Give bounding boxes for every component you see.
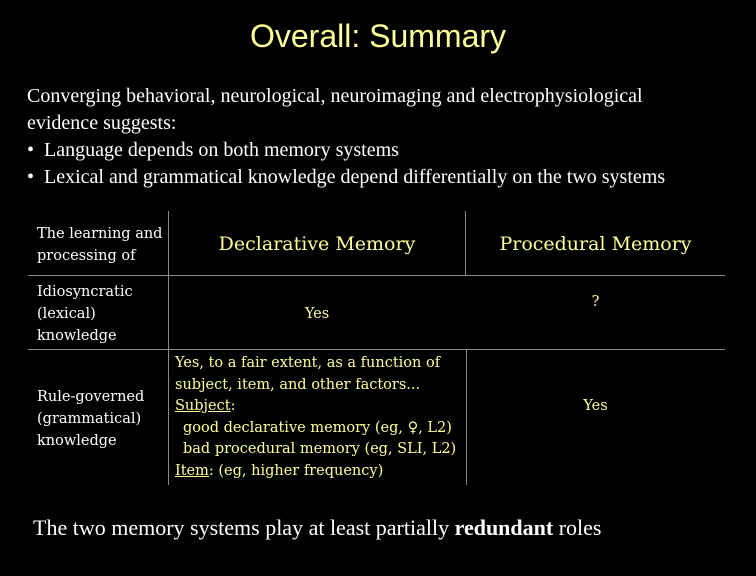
conclusion-text bbox=[33, 515, 601, 541]
declarative-memory-header: Declarative Memory bbox=[218, 233, 416, 255]
bullet-marker: • bbox=[27, 139, 35, 161]
corner-header bbox=[37, 223, 162, 267]
row-label-grammatical bbox=[37, 386, 144, 452]
conclusion-before: The two memory systems play at least partially bbox=[33, 515, 455, 540]
conclusion-after: roles bbox=[553, 515, 602, 540]
row-label-lexical bbox=[37, 281, 133, 347]
declarative-line: Yes, to a fair extent, as a function of bbox=[175, 355, 441, 371]
grammatical-procedural-value: Yes bbox=[583, 398, 608, 414]
conclusion-emphasis: redundant bbox=[454, 515, 554, 540]
bullet-marker: • bbox=[27, 166, 35, 188]
intro-line-1: Converging behavioral, neurological, neuroimaging and electrophysiological bbox=[27, 85, 643, 107]
grammatical-declarative-value bbox=[175, 353, 456, 482]
procedural-memory-header: Procedural Memory bbox=[499, 233, 692, 255]
bullet-text: Lexical and grammatical knowledge depend differentially on the two systems bbox=[44, 166, 666, 188]
subject-colon: : bbox=[230, 398, 236, 414]
corner-line: processing of bbox=[37, 248, 136, 264]
declarative-line bbox=[175, 461, 456, 483]
row-label-line: (lexical) bbox=[37, 306, 96, 322]
bullet-text: Language depends on both memory systems bbox=[44, 139, 399, 161]
item-label: Item bbox=[175, 462, 209, 479]
lexical-declarative-value: Yes bbox=[304, 306, 330, 322]
lexical-procedural-value: ? bbox=[591, 294, 600, 310]
row-label-line: Rule-governed bbox=[37, 389, 145, 405]
row-label-line: (grammatical) bbox=[37, 411, 142, 427]
row-label-line: Idiosyncratic bbox=[37, 284, 133, 300]
bullet-item bbox=[27, 137, 747, 164]
summary-table bbox=[28, 211, 725, 485]
table-divider bbox=[28, 275, 725, 276]
row-label-line: knowledge bbox=[37, 433, 117, 449]
row-label-line: knowledge bbox=[37, 328, 117, 344]
declarative-line: good declarative memory (eg, ♀, L2) bbox=[183, 419, 452, 436]
intro-line-2: evidence suggests: bbox=[27, 112, 177, 134]
subject-label: Subject bbox=[175, 398, 231, 414]
corner-line: The learning and bbox=[37, 226, 163, 242]
table-divider bbox=[28, 349, 725, 350]
declarative-line: subject, item, and other factors... bbox=[175, 376, 421, 393]
slide-title: Overall: Summary bbox=[249, 18, 507, 54]
declarative-line: bad procedural memory (eg, SLI, L2) bbox=[183, 441, 457, 457]
declarative-line bbox=[175, 396, 456, 418]
bullet-item bbox=[27, 164, 747, 191]
intro-text bbox=[27, 83, 747, 191]
item-text: : (eg, higher frequency) bbox=[208, 462, 384, 479]
